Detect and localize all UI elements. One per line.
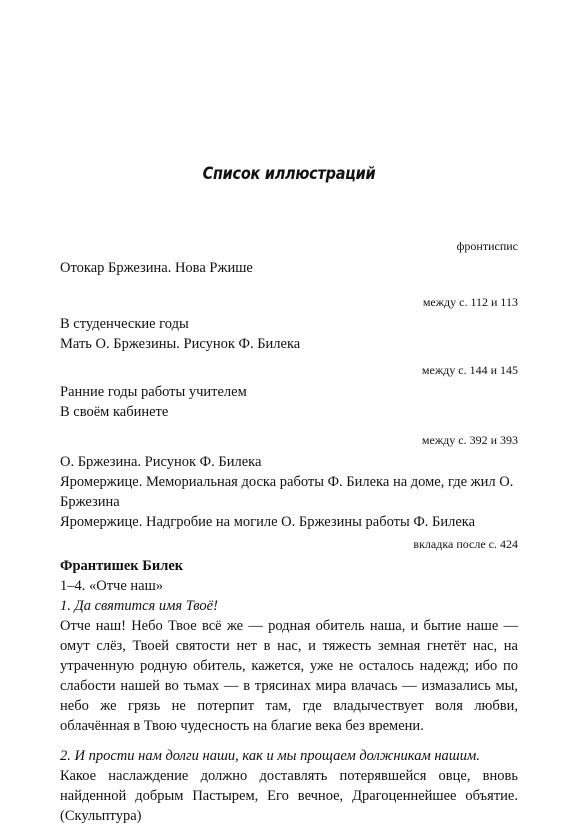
item-text: Какое наслаждение должно доставлять потерявшейся овце, вновь найденной добрым Пастырем, Его вечное, Драгоценнейшее объятие. (Скульптура) (60, 768, 518, 824)
item-title: 1. Да святится имя Твоё! (60, 598, 218, 614)
location-label: фронтиспис (456, 239, 518, 253)
entry: О. Бржезина. Рисунок Ф. Билека (60, 454, 262, 470)
entry: Ранние годы работы учителем (60, 384, 247, 400)
entry: В студенческие годы (60, 316, 189, 332)
section-insert (60, 536, 518, 826)
page-title: Список иллюстраций (202, 164, 376, 184)
entry: Отокар Бржезина. Нова Ржише (60, 260, 253, 276)
entry: В своём кабинете (60, 404, 169, 420)
artist-name: Франтишек Билек (60, 558, 184, 574)
item-title: 2. И прости нам долги наши, как и мы прощаем должникам нашим. (60, 748, 480, 764)
section-frontispiece (60, 238, 518, 278)
section-392 (60, 432, 518, 532)
location-label: между с. 112 и 113 (422, 295, 518, 309)
entry: Яромержице. Мемориальная доска работы Ф. Билека на доме, где жил О. Бржезина (60, 474, 514, 510)
section-144 (60, 362, 518, 422)
location-label: вкладка после с. 424 (413, 537, 518, 551)
entry: Мать О. Бржезины. Рисунок Ф. Билека (60, 336, 301, 352)
location-label: между с. 392 и 393 (421, 433, 518, 447)
entry: Яромержице. Надгробие на могиле О. Бржезины работы Ф. Билека (60, 514, 476, 530)
location-label: между с. 144 и 145 (421, 363, 518, 377)
item-text: Отче наш! Небо Твое всё же — родная обитель наша, и бытие наше — омут слёз, Твоей святости нет в нас, и тяжесть земная гнетёт нас, на утраченную родную обитель, кажется, уже не осталось надежд; ибо по слабости нашей во тьмах — в трясинах мира влачась — измазались мы, небо же грязь не потерпит там, где владычествует воля любви, облачённая в Твою чудесность на благие века без времени. (60, 618, 518, 734)
series-title: 1–4. «Отче наш» (60, 578, 164, 594)
section-112 (60, 294, 518, 354)
